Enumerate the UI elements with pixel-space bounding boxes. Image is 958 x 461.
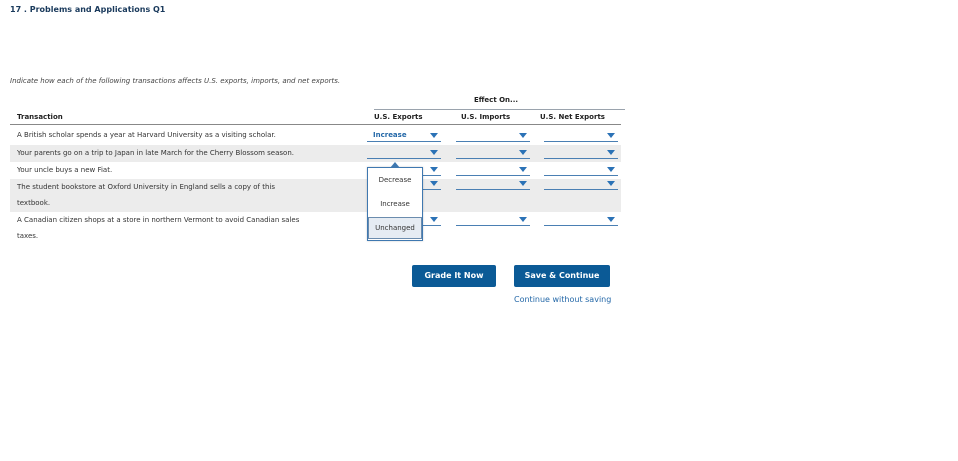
dropdown-value: Increase bbox=[373, 131, 407, 139]
dropdown-arrow-icon bbox=[430, 167, 438, 172]
dropdown-arrow-icon bbox=[519, 217, 527, 222]
exports-dropdown[interactable] bbox=[367, 131, 441, 142]
net-exports-dropdown[interactable] bbox=[544, 215, 618, 226]
dropdown-arrow-icon bbox=[430, 133, 438, 138]
transaction-text: A Canadian citizen shops at a store in northern Vermont to avoid Canadian sales bbox=[17, 216, 300, 224]
transaction-text: Your parents go on a trip to Japan in late March for the Cherry Blossom season. bbox=[17, 149, 294, 157]
table-row bbox=[10, 127, 621, 144]
dropdown-arrow-icon bbox=[607, 167, 615, 172]
transaction-text-continued: taxes. bbox=[17, 232, 39, 240]
transaction-text: A British scholar spends a year at Harvard University as a visiting scholar. bbox=[17, 131, 276, 139]
dropdown-arrow-icon bbox=[607, 181, 615, 186]
col-header-transaction: Transaction bbox=[17, 113, 63, 121]
col-header-imports: U.S. Imports bbox=[461, 113, 511, 121]
option-increase[interactable]: Increase bbox=[380, 200, 410, 208]
grade-it-now-button[interactable]: Grade It Now bbox=[412, 265, 496, 287]
dropdown-arrow-icon bbox=[430, 181, 438, 186]
page-title: 17 . Problems and Applications Q1 bbox=[10, 5, 166, 14]
save-and-continue-button[interactable]: Save & Continue bbox=[514, 265, 610, 287]
transaction-text: The student bookstore at Oxford University in England sells a copy of this bbox=[17, 183, 276, 191]
exports-dropdown[interactable] bbox=[367, 148, 441, 159]
transaction-text: Your uncle buys a new Fiat. bbox=[17, 166, 113, 174]
dropdown-arrow-icon bbox=[519, 181, 527, 186]
net-exports-dropdown[interactable] bbox=[544, 148, 618, 159]
col-header-exports: U.S. Exports bbox=[374, 113, 423, 121]
transaction-text-continued: textbook. bbox=[17, 199, 51, 207]
dropdown-arrow-icon bbox=[519, 167, 527, 172]
imports-dropdown[interactable] bbox=[456, 148, 530, 159]
imports-dropdown[interactable] bbox=[456, 131, 530, 142]
dropdown-arrow-icon bbox=[607, 150, 615, 155]
effect-on-header: Effect On... bbox=[473, 96, 519, 104]
option-decrease[interactable]: Decrease bbox=[378, 176, 412, 184]
popup-caret-icon bbox=[390, 162, 400, 168]
dropdown-arrow-icon bbox=[519, 150, 527, 155]
dropdown-arrow-icon bbox=[430, 217, 438, 222]
dropdown-arrow-icon bbox=[607, 217, 615, 222]
continue-without-saving-link[interactable]: Continue without saving bbox=[514, 295, 612, 304]
imports-dropdown[interactable] bbox=[456, 215, 530, 226]
table-header-rule bbox=[10, 124, 621, 125]
net-exports-dropdown[interactable] bbox=[544, 179, 618, 190]
imports-dropdown[interactable] bbox=[456, 165, 530, 176]
imports-dropdown[interactable] bbox=[456, 179, 530, 190]
col-header-net-exports: U.S. Net Exports bbox=[540, 113, 605, 121]
option-unchanged[interactable]: Unchanged bbox=[368, 217, 422, 239]
effect-header-divider bbox=[374, 109, 625, 110]
dropdown-options-popup bbox=[367, 167, 423, 241]
table-row bbox=[10, 179, 621, 212]
net-exports-dropdown[interactable] bbox=[544, 165, 618, 176]
net-exports-dropdown[interactable] bbox=[544, 131, 618, 142]
table-row bbox=[10, 145, 621, 162]
dropdown-arrow-icon bbox=[607, 133, 615, 138]
instructions-text: Indicate how each of the following transactions affects U.S. exports, imports, and net exports. bbox=[10, 77, 341, 85]
table-row bbox=[10, 162, 621, 179]
dropdown-arrow-icon bbox=[519, 133, 527, 138]
table-row bbox=[10, 212, 621, 246]
table-header-row bbox=[10, 113, 621, 123]
dropdown-arrow-icon bbox=[430, 150, 438, 155]
